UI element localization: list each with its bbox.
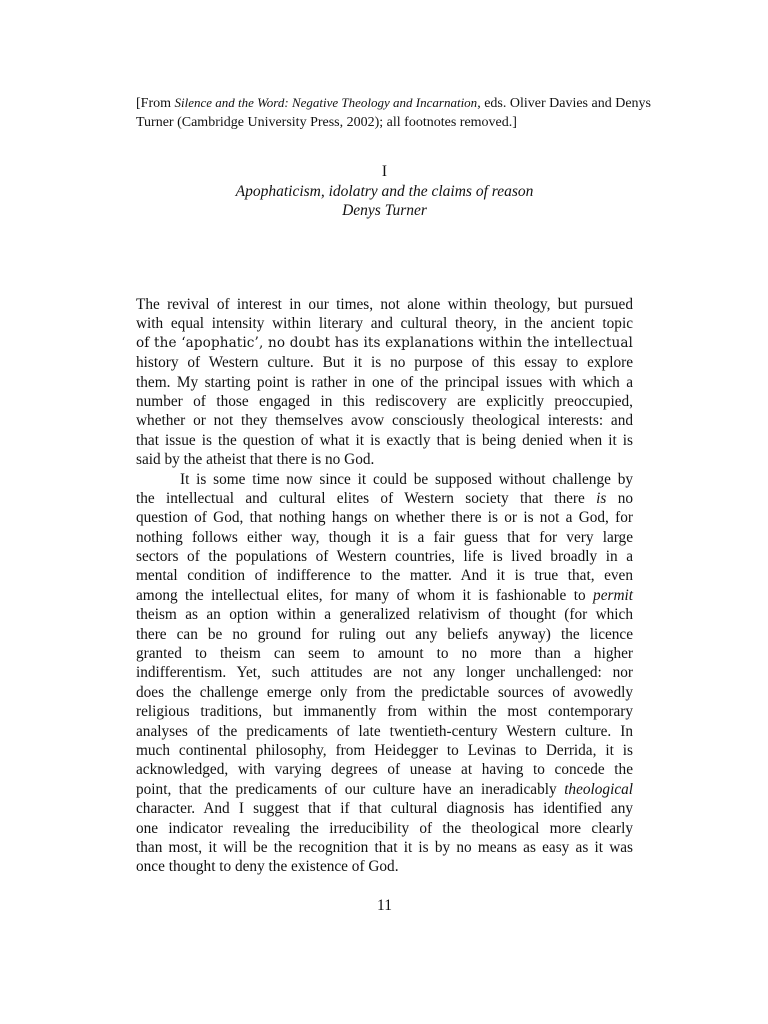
- body-line: mental condition of indifference to the matter. And it is true that, even: [136, 567, 633, 585]
- body-line: one indicator revealing the irreducibility of the theological more clearly: [136, 819, 633, 837]
- body-line: number of those engaged in this rediscovery are explicitly preoccupied,: [136, 392, 633, 410]
- body-line: [136, 780, 633, 799]
- body-line: granted to theism can seem to amount to no more than a higher: [136, 645, 633, 663]
- body-fragment: no: [617, 489, 633, 507]
- body-line: that issue is the question of what it is exactly that is being denied when it is: [136, 431, 633, 449]
- emphasis-theological: theological: [564, 780, 634, 798]
- source-note-line: [136, 93, 651, 113]
- body-line: of the ‘apophatic’, no doubt has its explanations within the intellectual: [136, 334, 633, 351]
- body-text: [136, 295, 633, 877]
- emphasis-permit: permit: [593, 586, 633, 604]
- body-line: analyses of the predicaments of late twentieth-century Western culture. In: [136, 722, 633, 740]
- body-line: nothing follows either way, though it is a fair guess that for very large: [136, 528, 633, 546]
- body-fragment: the intellectual and cultural elites of Western society that there: [136, 489, 585, 507]
- body-line: The revival of interest in our times, not alone within theology, but pursued: [136, 296, 633, 313]
- body-line: than most, it will be the recognition that it is by no means as easy as it was: [136, 838, 633, 856]
- body-line: sectors of the populations of Western countries, life is lived broadly in a: [136, 548, 633, 566]
- emphasis-is: is: [596, 489, 607, 507]
- body-line: religious traditions, but immanently from within the most contemporary: [136, 703, 633, 721]
- body-line: them. My starting point is rather in one of the principal issues with which a: [136, 373, 633, 391]
- body-line: acknowledged, with varying degrees of unease at having to concede the: [136, 761, 633, 779]
- body-line: history of Western culture. But it is no purpose of this essay to explore: [136, 354, 633, 372]
- chapter-numeral: I: [381, 163, 388, 180]
- body-line: theism as an option within a generalized relativism of thought (for which: [136, 606, 633, 624]
- body-line: with equal intensity within literary and cultural theory, in the ancient topic: [136, 315, 633, 333]
- body-line: It is some time now since it could be supposed without challenge by: [180, 470, 633, 488]
- body-fragment: among the intellectual elites, for many of whom it is fashionable to: [136, 586, 586, 604]
- body-line: once thought to deny the existence of God.: [136, 858, 399, 876]
- body-line: said by the atheist that there is no God.: [136, 451, 375, 469]
- body-line: does the challenge emerge only from the predictable sources of avowedly: [136, 683, 633, 701]
- body-line: question of God, that nothing hangs on whether there is or is not a God, for: [136, 509, 633, 527]
- body-line: whether or not they themselves avow consciously theological interests: and: [136, 412, 633, 430]
- body-line: character. And I suggest that if that cultural diagnosis has identified any: [136, 800, 633, 818]
- body-line: there can be no ground for ruling out any beliefs anyway) the licence: [136, 625, 633, 643]
- source-note-editors: , eds. Oliver Davies and Denys: [477, 96, 651, 111]
- book-title: Silence and the Word: Negative Theology and Incarnation: [174, 95, 478, 110]
- body-line: much continental philosophy, from Heidegger to Levinas to Derrida, it is: [136, 741, 633, 759]
- page-number: 11: [377, 897, 392, 914]
- source-note: [136, 93, 651, 132]
- source-note-prefix: [From: [136, 96, 175, 111]
- body-line: indifferentism. Yet, such attitudes are not any longer unchallenged: nor: [136, 664, 633, 682]
- source-note-line: Turner (Cambridge University Press, 2002); all footnotes removed.]: [136, 115, 517, 130]
- body-fragment: point, that the predicaments of our culture have an ineradicably: [136, 780, 557, 798]
- body-line: [136, 586, 633, 605]
- body-line: [136, 489, 633, 508]
- chapter-title: Apophaticism, idolatry and the claims of reason: [235, 182, 534, 200]
- chapter-heading: [136, 162, 633, 221]
- chapter-author: Denys Turner: [342, 202, 427, 219]
